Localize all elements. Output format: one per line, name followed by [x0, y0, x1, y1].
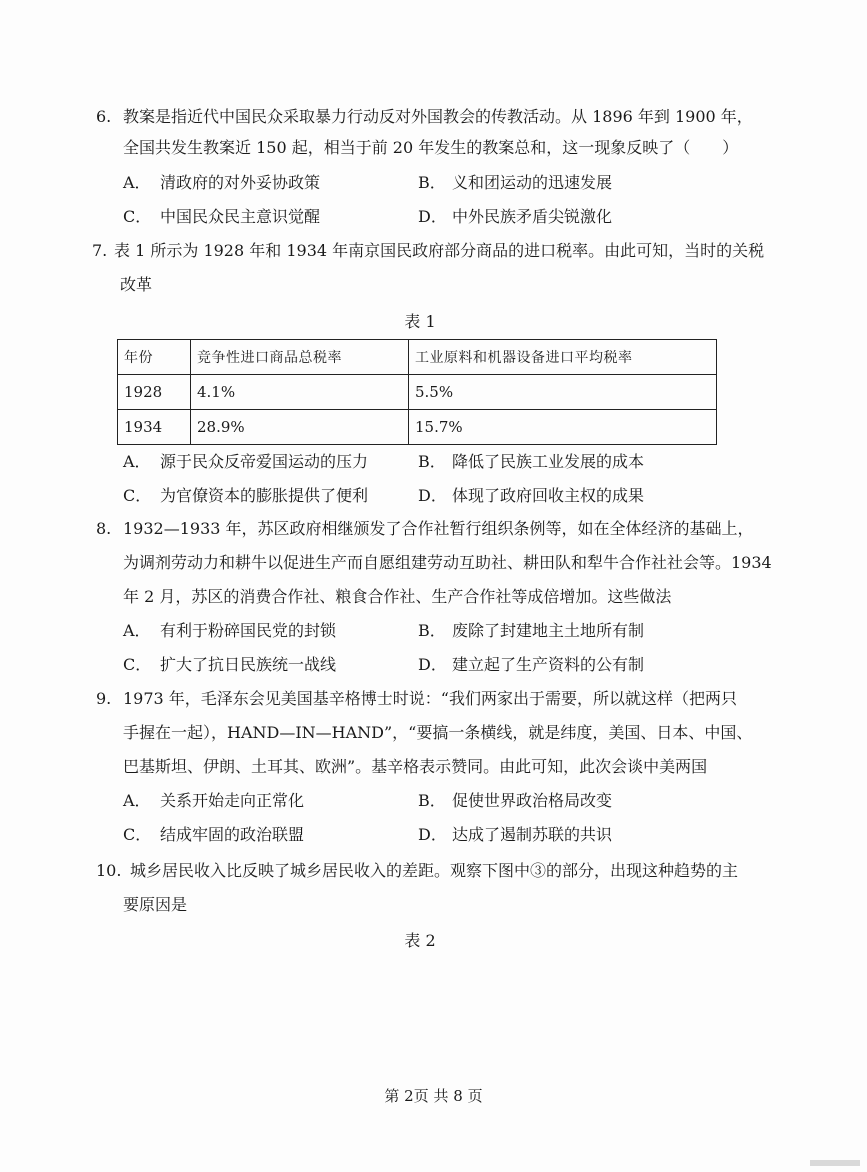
- option-text: 义和团运动的迅速发展: [452, 173, 613, 192]
- question-number: 7.: [92, 241, 108, 260]
- option-text: 为官僚资本的膨胀提供了便利: [160, 486, 369, 505]
- question-number: 9.: [96, 689, 112, 708]
- option-text: 达成了遏制苏联的共识: [452, 825, 613, 844]
- option-letter: B．: [418, 791, 446, 810]
- option-letter: D．: [418, 486, 447, 505]
- question-number: 8.: [96, 519, 112, 538]
- page-footer: 第 2页 共 8 页: [384, 1087, 483, 1105]
- question-number: 6.: [96, 107, 112, 126]
- option-letter: A．: [123, 791, 151, 810]
- option-letter: B．: [418, 621, 446, 640]
- option-text: 促使世界政治格局改变: [452, 791, 613, 810]
- option-letter: C．: [123, 825, 152, 844]
- question-text-line: 教案是指近代中国民众采取暴力行动反对外国教会的传教活动。从 1896 年到 1900 年，: [123, 107, 753, 126]
- table-header-row: [118, 340, 717, 375]
- question-text-line: 手握在一起），HAND—IN—HAND”，“要搞一条横线，就是纬度，美国、日本、中国、: [123, 723, 753, 742]
- table-header-cell: 年份: [118, 340, 191, 375]
- option-letter: D．: [418, 825, 447, 844]
- table-cell: 1934: [118, 410, 191, 445]
- table-header-cell: 竞争性进口商品总税率: [191, 340, 409, 375]
- option-text: 中外民族矛盾尖锐激化: [452, 207, 613, 226]
- question-text-line: 年 2 月，苏区的消费合作社、粮食合作社、生产合作社等成倍增加。这些做法: [123, 587, 672, 606]
- option-text: 中国民众民主意识觉醒: [160, 207, 321, 226]
- tariff-table: [117, 339, 717, 445]
- option-letter: A．: [123, 173, 151, 192]
- option-letter: A．: [123, 621, 151, 640]
- option-letter: B．: [418, 452, 446, 471]
- option-text: 扩大了抗日民族统一战线: [160, 655, 337, 674]
- option-text: 降低了民族工业发展的成本: [452, 452, 645, 471]
- question-text-line: 全国共发生教案近 150 起，相当于前 20 年发生的教案总和，这一现象反映了（ ）: [123, 138, 739, 157]
- table-caption: 表 1: [404, 312, 436, 331]
- question-text-line: 改革: [120, 275, 153, 294]
- table-row: [118, 410, 717, 445]
- option-text: 体现了政府回收主权的成果: [452, 486, 645, 505]
- question-number: 10.: [96, 861, 122, 880]
- question-text-line: 城乡居民收入比反映了城乡居民收入的差距。观察下图中③的部分，出现这种趋势的主: [130, 861, 739, 880]
- table-row: [118, 375, 717, 410]
- question-text-line: 巴基斯坦、伊朗、土耳其、欧洲”。基辛格表示赞同。由此可知，此次会谈中美两国: [123, 757, 708, 776]
- option-text: 有利于粉碎国民党的封锁: [160, 621, 337, 640]
- option-letter: D．: [418, 655, 447, 674]
- question-text-line: 要原因是: [123, 895, 188, 914]
- table-cell: 1928: [118, 375, 191, 410]
- option-letter: B．: [418, 173, 446, 192]
- table-header-cell: 工业原料和机器设备进口平均税率: [409, 340, 717, 375]
- scan-artifact: [810, 1160, 860, 1166]
- option-text: 清政府的对外妥协政策: [160, 173, 321, 192]
- option-text: 结成牢固的政治联盟: [160, 825, 305, 844]
- question-text-line: 为调剂劳动力和耕牛以促进生产而自愿组建劳动互助社、耕田队和犁牛合作社社会等。1934: [123, 553, 772, 572]
- option-text: 建立起了生产资料的公有制: [452, 655, 645, 674]
- option-letter: C．: [123, 207, 152, 226]
- question-text-line: 1973 年，毛泽东会见美国基辛格博士时说：“我们两家出于需要，所以就这样（把两只: [123, 689, 737, 708]
- option-letter: A．: [123, 452, 151, 471]
- question-text-line: 1932—1933 年，苏区政府相继颁发了合作社暂行组织条例等，如在全体经济的基础上，: [123, 519, 754, 538]
- question-text-line: 表 1 所示为 1928 年和 1934 年南京国民政府部分商品的进口税率。由此可知，当时的关税: [114, 241, 765, 260]
- option-letter: C．: [123, 655, 152, 674]
- option-text: 源于民众反帝爱国运动的压力: [160, 452, 369, 471]
- option-text: 废除了封建地主土地所有制: [452, 621, 645, 640]
- option-text: 关系开始走向正常化: [160, 791, 305, 810]
- table-cell: 15.7%: [409, 410, 717, 445]
- table-caption: 表 2: [404, 931, 436, 950]
- table-cell: 5.5%: [409, 375, 717, 410]
- table-cell: 28.9%: [191, 410, 409, 445]
- table-cell: 4.1%: [191, 375, 409, 410]
- option-letter: C．: [123, 486, 152, 505]
- option-letter: D．: [418, 207, 447, 226]
